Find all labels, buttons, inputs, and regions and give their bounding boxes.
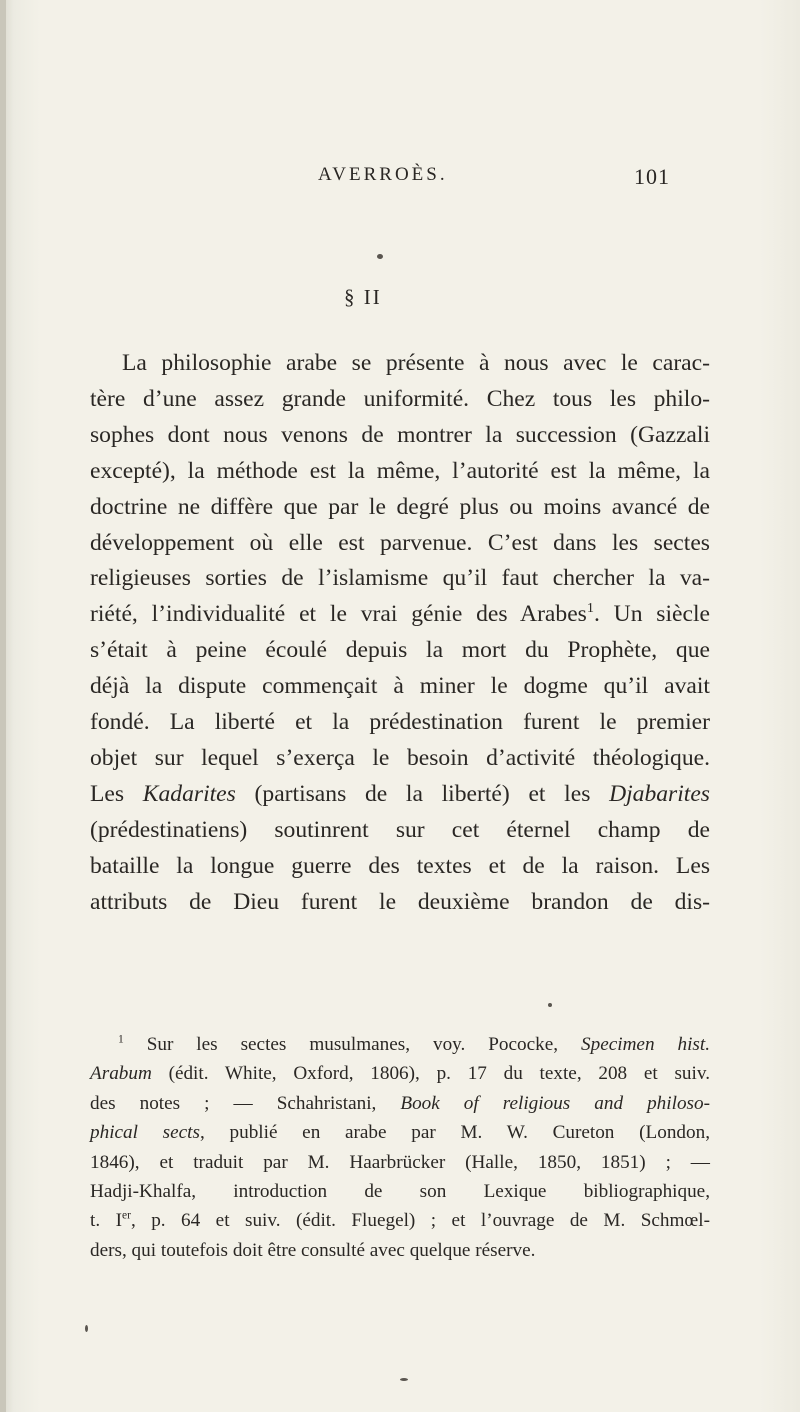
footnote-segment: t. I — [90, 1210, 122, 1232]
text-segment: riété, l’individualité et le vrai génie des Arabes — [90, 601, 587, 628]
footnote-segment: , publié en arabe par M. W. Cureton (London, — [199, 1122, 710, 1144]
text-line: La philosophie arabe se présente à nous avec le carac- — [122, 350, 710, 376]
text-line: fondé. La liberté et la prédestination furent le premier — [90, 709, 710, 736]
footnote-line — [90, 1030, 710, 1059]
footnote-segment: , p. 64 et suiv. (édit. Fluegel) ; et l’ouvrage de M. Schmœl- — [130, 1210, 710, 1232]
italic-term-kadarites: Kadarites — [142, 780, 236, 807]
main-paragraph — [90, 346, 710, 921]
text-segment: (partisans de la liberté) et les — [235, 780, 610, 807]
footnote-line — [90, 1206, 710, 1235]
footnote-title-sects: phical sects — [90, 1122, 200, 1144]
footnote-line: 1846), et traduit par M. Haarbrücker (Halle, 1850, 1851) ; — — [90, 1151, 710, 1173]
text-segment: . Un siècle — [593, 601, 710, 628]
footnote-line — [90, 1059, 710, 1088]
running-title: AVERROÈS. — [318, 164, 448, 185]
footnote-line — [90, 1118, 710, 1147]
text-line: tère d’une assez grande uniformité. Chez tous les philo- — [90, 385, 710, 412]
text-line: sophes dont nous venons de montrer la succession (Gazzali — [90, 421, 710, 448]
text-line: (prédestinatiens) soutinrent sur cet éternel champ de — [90, 816, 710, 843]
footnote-line: Hadji-Khalfa, introduction de son Lexique bibliographique, — [90, 1181, 710, 1203]
footnote-line — [90, 1089, 710, 1118]
text-segment: Les — [90, 780, 143, 807]
ink-fleck — [377, 254, 383, 259]
footnote — [90, 1030, 710, 1265]
text-line: objet sur lequel s’exerça le besoin d’activité théologique. — [90, 744, 710, 771]
text-line — [90, 597, 710, 633]
text-line: attributs de Dieu furent le deuxième brandon de dis- — [90, 888, 710, 915]
text-line: excepté), la méthode est la même, l’autorité est la même, la — [90, 457, 710, 484]
footnote-segment: (édit. White, Oxford, 1806), p. 17 du texte, 208 et suiv. — [151, 1063, 710, 1085]
page-number: 101 — [634, 164, 670, 189]
italic-term-djabarites: Djabarites — [609, 780, 710, 807]
section-heading: § II — [344, 285, 382, 309]
footnote-title-specimen: Specimen hist. — [581, 1034, 710, 1055]
page-spine-shadow — [0, 0, 6, 1412]
footnote-line: ders, qui toutefois doit être consulté avec quelque réserve. — [90, 1239, 536, 1261]
text-line — [90, 777, 710, 813]
text-line: religieuses sorties de l’islamisme qu’il faut chercher la va- — [90, 565, 710, 592]
footnote-title-book: Book of religious and philoso- — [400, 1092, 710, 1114]
footnote-marker: 1 — [118, 1033, 124, 1046]
footnote-reference[interactable]: 1 — [586, 600, 594, 617]
footnote-superscript: er — [121, 1210, 131, 1223]
footnote-segment: Sur les sectes musulmanes, voy. Pococke, — [123, 1034, 582, 1055]
ink-fleck — [85, 1325, 88, 1332]
text-line: doctrine ne diffère que par le degré plus ou moins avancé de — [90, 493, 710, 520]
text-line: bataille la longue guerre des textes et de la raison. Les — [90, 852, 710, 879]
text-line: développement où elle est parvenue. C’est dans les sectes — [90, 529, 710, 556]
footnote-title-arabum: Arabum — [90, 1063, 152, 1085]
text-line: déjà la dispute commençait à miner le dogme qu’il avait — [90, 673, 710, 700]
ink-fleck — [400, 1378, 408, 1381]
text-line: s’était à peine écoulé depuis la mort du Prophète, que — [90, 637, 710, 664]
ink-fleck — [548, 1003, 552, 1007]
footnote-segment: des notes ; — Schahristani, — [90, 1092, 401, 1114]
running-head — [0, 164, 800, 194]
